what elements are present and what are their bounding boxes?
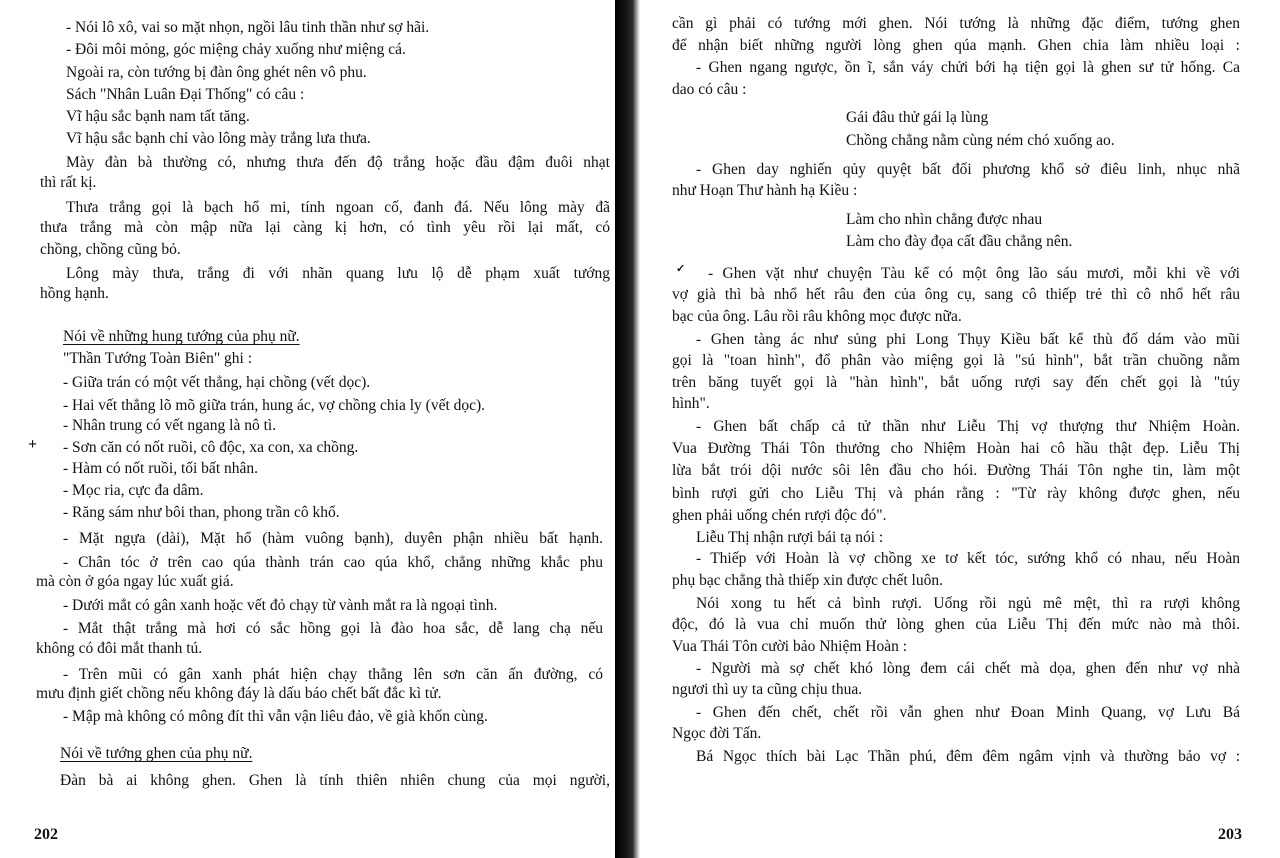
- right-text-line: Ngọc đời Tấn.: [672, 725, 762, 742]
- right-text-line: Làm cho đày đọa cất đầu chẳng nên.: [846, 233, 1073, 250]
- left-text-line: Nói về những hung tướng của phụ nữ.: [63, 328, 300, 345]
- right-text-line: độc, đó là vua chỉ muốn thử lòng ghen của Liễu Thị đến mức nào mà thôi.: [672, 616, 1240, 633]
- right-page: [640, 0, 1280, 858]
- right-text-line: - Ghen đến chết, chết rồi vẫn ghen như Đoan Minh Quang, vợ Lưu Bá: [696, 704, 1240, 721]
- right-text-line: Bá Ngọc thích bài Lạc Thần phú, đêm đêm ngâm vịnh và thường bảo vợ :: [696, 748, 1240, 765]
- right-text-line: Nói xong tu hết cả bình rượi. Uống rồi ngủ mê mệt, thì ra rượi không: [696, 595, 1240, 612]
- left-text-line: - Đôi môi mỏng, góc miệng chảy xuống như miệng cá.: [66, 41, 406, 58]
- right-text-line: dao có câu :: [672, 81, 747, 98]
- left-text-line: - Mọc ria, cực đa dâm.: [63, 482, 204, 499]
- right-text-line: phụ bạc chẳng thà thiếp xin được chết luôn.: [672, 572, 943, 589]
- left-text-line: Nói về tướng ghen của phụ nữ.: [60, 745, 253, 762]
- left-text-line: chồng, chồng cũng bỏ.: [40, 241, 181, 258]
- left-text-line: - Nói lô xô, vai so mặt nhọn, ngồi lâu tinh thần như sợ hãi.: [66, 19, 430, 36]
- left-text-line: "Thần Tướng Toàn Biên" ghi :: [63, 350, 253, 367]
- right-text-line: Vua Đường Thái Tôn thưởng cho Nhiệm Hoàn hai cô hầu thật đẹp. Liễu Thị: [672, 440, 1240, 457]
- left-text-line: không có đôi mắt thanh tú.: [36, 640, 203, 657]
- left-text-line: - Răng sám như bôi than, phong trần cô khổ.: [63, 504, 340, 521]
- right-text-line: để nhận biết những người lòng ghen qúa mạnh. Ghen chia làm nhiều loại :: [672, 37, 1240, 54]
- right-text-line: Vua Thái Tôn cười bảo Nhiệm Hoàn :: [672, 638, 908, 655]
- right-text-line: lừa bắt trói dội nước sôi lên đầu cho hói. Đường Thái Tôn nghe tin, làm một: [672, 462, 1240, 479]
- left-text-line: mà còn ở góa ngay lúc xuất giá.: [36, 573, 234, 590]
- right-text-line: trên băng tuyết gọi là "hàn hình", bắt uống rượi say đến chết gọi là "túy: [672, 374, 1240, 391]
- left-text-line: - Sơn căn có nốt ruồi, cô độc, xa con, xa chồng.: [63, 439, 359, 456]
- left-text-line: hồng hạnh.: [40, 285, 109, 302]
- right-text-line: hình".: [672, 395, 710, 412]
- right-text-line: ghen phải uống chén rượi độc đó".: [672, 507, 887, 524]
- left-text-line: - Chân tóc ở trên cao qúa thành trán cao qúa khổ, chẳng những khắc phu: [63, 554, 603, 571]
- right-text-line: gọi là "toan hình", đổ phân vào miệng gọi là "sú hình", bắt trần chuồng nằm: [672, 352, 1240, 369]
- left-text-line: Ngoài ra, còn tướng bị đàn ông ghét nên vô phu.: [66, 64, 367, 81]
- right-text-line: - Ghen bất chấp cả tử thần như Liễu Thị vợ thượng thư Nhiệm Hoàn.: [696, 418, 1240, 435]
- right-text-line: bạc của ông. Lâu rồi râu không mọc được nữa.: [672, 308, 962, 325]
- right-text-line: Liễu Thị nhận rượi bái tạ nói :: [696, 529, 884, 546]
- right-text-line: Gái đâu thử gái lạ lùng: [846, 109, 989, 126]
- left-text-line: mưu định giết chồng nếu không đáy là dấu báo chết bất đắc kì tử.: [36, 685, 442, 702]
- right-text-line: cần gì phải có tướng mới ghen. Nói tướng là những đặc điểm, tướng ghen: [672, 15, 1240, 32]
- right-text-line: - Ghen ngang ngược, ồn ĩ, sắn váy chửi bới hạ tiện gọi là ghen sư tử hống. Ca: [696, 59, 1240, 76]
- right-text-line: - Thiếp với Hoàn là vợ chồng xe tơ kết tóc, sướng khổ có nhau, nếu Hoàn: [696, 550, 1240, 567]
- book-spine: [615, 0, 640, 858]
- left-page: [0, 0, 615, 858]
- right-text-line: vợ già thì bà nhổ hết râu đen của ông cụ, sang cô thiếp trẻ thì cô nhổ hết râu: [672, 286, 1240, 303]
- right-text-line: - Người mà sợ chết khó lòng đem cái chết mà dọa, ghen đến như vợ nhà: [696, 660, 1240, 677]
- right-text-line: Làm cho nhìn chẳng được nhau: [846, 211, 1043, 228]
- left-text-line: - Nhân trung có vết ngang là nô tì.: [63, 417, 277, 434]
- left-text-line: - Trên mũi có gân xanh phát hiện chạy thẳng lên sơn căn ấn đường, có: [63, 666, 603, 683]
- right-text-line: - Ghen tàng ác như sủng phi Long Thụy Kiều bất kể thù đố dám vào mũi: [696, 331, 1240, 348]
- left-text-line: - Hàm có nốt ruồi, tối bất nhân.: [63, 460, 258, 477]
- left-text-line: - Mập mà không có mông đít thì vẫn vận liêu đảo, về già khốn cùng.: [63, 708, 488, 725]
- right-page-number: 203: [1218, 826, 1242, 843]
- right-text-line: - Ghen vặt như chuyện Tàu kể có một ông lão sáu mươi, mỗi khi về với: [708, 265, 1240, 282]
- left-text-line: - Giữa trán có một vết thẳng, hại chồng (vết dọc).: [63, 374, 371, 391]
- left-text-line: Vĩ hậu sắc bạnh nam tất tăng.: [66, 108, 250, 125]
- left-text-line: Sách "Nhân Luân Đại Thống" có câu :: [66, 86, 305, 103]
- margin-star-mark: +: [28, 436, 38, 453]
- right-text-line: ngươi thì uy ta cũng chịu thua.: [672, 681, 863, 698]
- left-text-line: Lông mày thưa, trắng đi với nhãn quang lưu lộ dễ phạm xuất tướng: [66, 265, 610, 282]
- left-text-line: - Dưới mắt có gân xanh hoặc vết đỏ chạy từ vành mắt ra là ngoại tình.: [63, 597, 498, 614]
- left-text-line: Vĩ hậu sắc bạnh chỉ vào lông mày trắng lưa thưa.: [66, 130, 371, 147]
- right-text-line: như Hoạn Thư hành hạ Kiều :: [672, 182, 858, 199]
- left-text-line: Mày đàn bà thường có, nhưng thưa đến độ trắng hoặc đầu đậm đuôi nhạt: [66, 154, 610, 171]
- left-text-line: thì rất kị.: [40, 174, 97, 191]
- left-text-line: Thưa trắng gọi là bạch hổ mi, tính ngoan cố, đanh đá. Nếu lông mày đã: [66, 199, 610, 216]
- left-text-line: thưa trắng mà còn mập nữa lại càng kị hơn, có tình yêu rồi lại mất, có: [40, 219, 610, 236]
- left-page-number: 202: [34, 826, 58, 843]
- right-text-line: - Ghen day nghiến qủy quyệt bất đối phương khổ sở điêu linh, nhục nhã: [696, 161, 1240, 178]
- margin-check-mark: ✓: [676, 263, 686, 275]
- left-text-line: Đàn bà ai không ghen. Ghen là tính thiên nhiên chung của mọi người,: [60, 772, 610, 789]
- left-text-line: - Hai vết thẳng lõ mõ giữa trán, hung ác, vợ chồng chia ly (vết dọc).: [63, 397, 486, 414]
- left-text-line: - Mặt ngựa (dài), Mặt hổ (hàm vuông bạnh), duyên phận nhiều bất hạnh.: [63, 530, 603, 547]
- left-text-line: - Mắt thật trắng mà hơi có sắc hồng gọi là đào hoa sắc, dễ lang chạ nếu: [63, 620, 603, 637]
- right-text-line: Chồng chẳng nằm cùng ném chó xuống ao.: [846, 132, 1115, 149]
- right-text-line: bình rượi gửi cho Liễu Thị và phán rằng : "Từ rày không được ghen, nếu: [672, 485, 1240, 502]
